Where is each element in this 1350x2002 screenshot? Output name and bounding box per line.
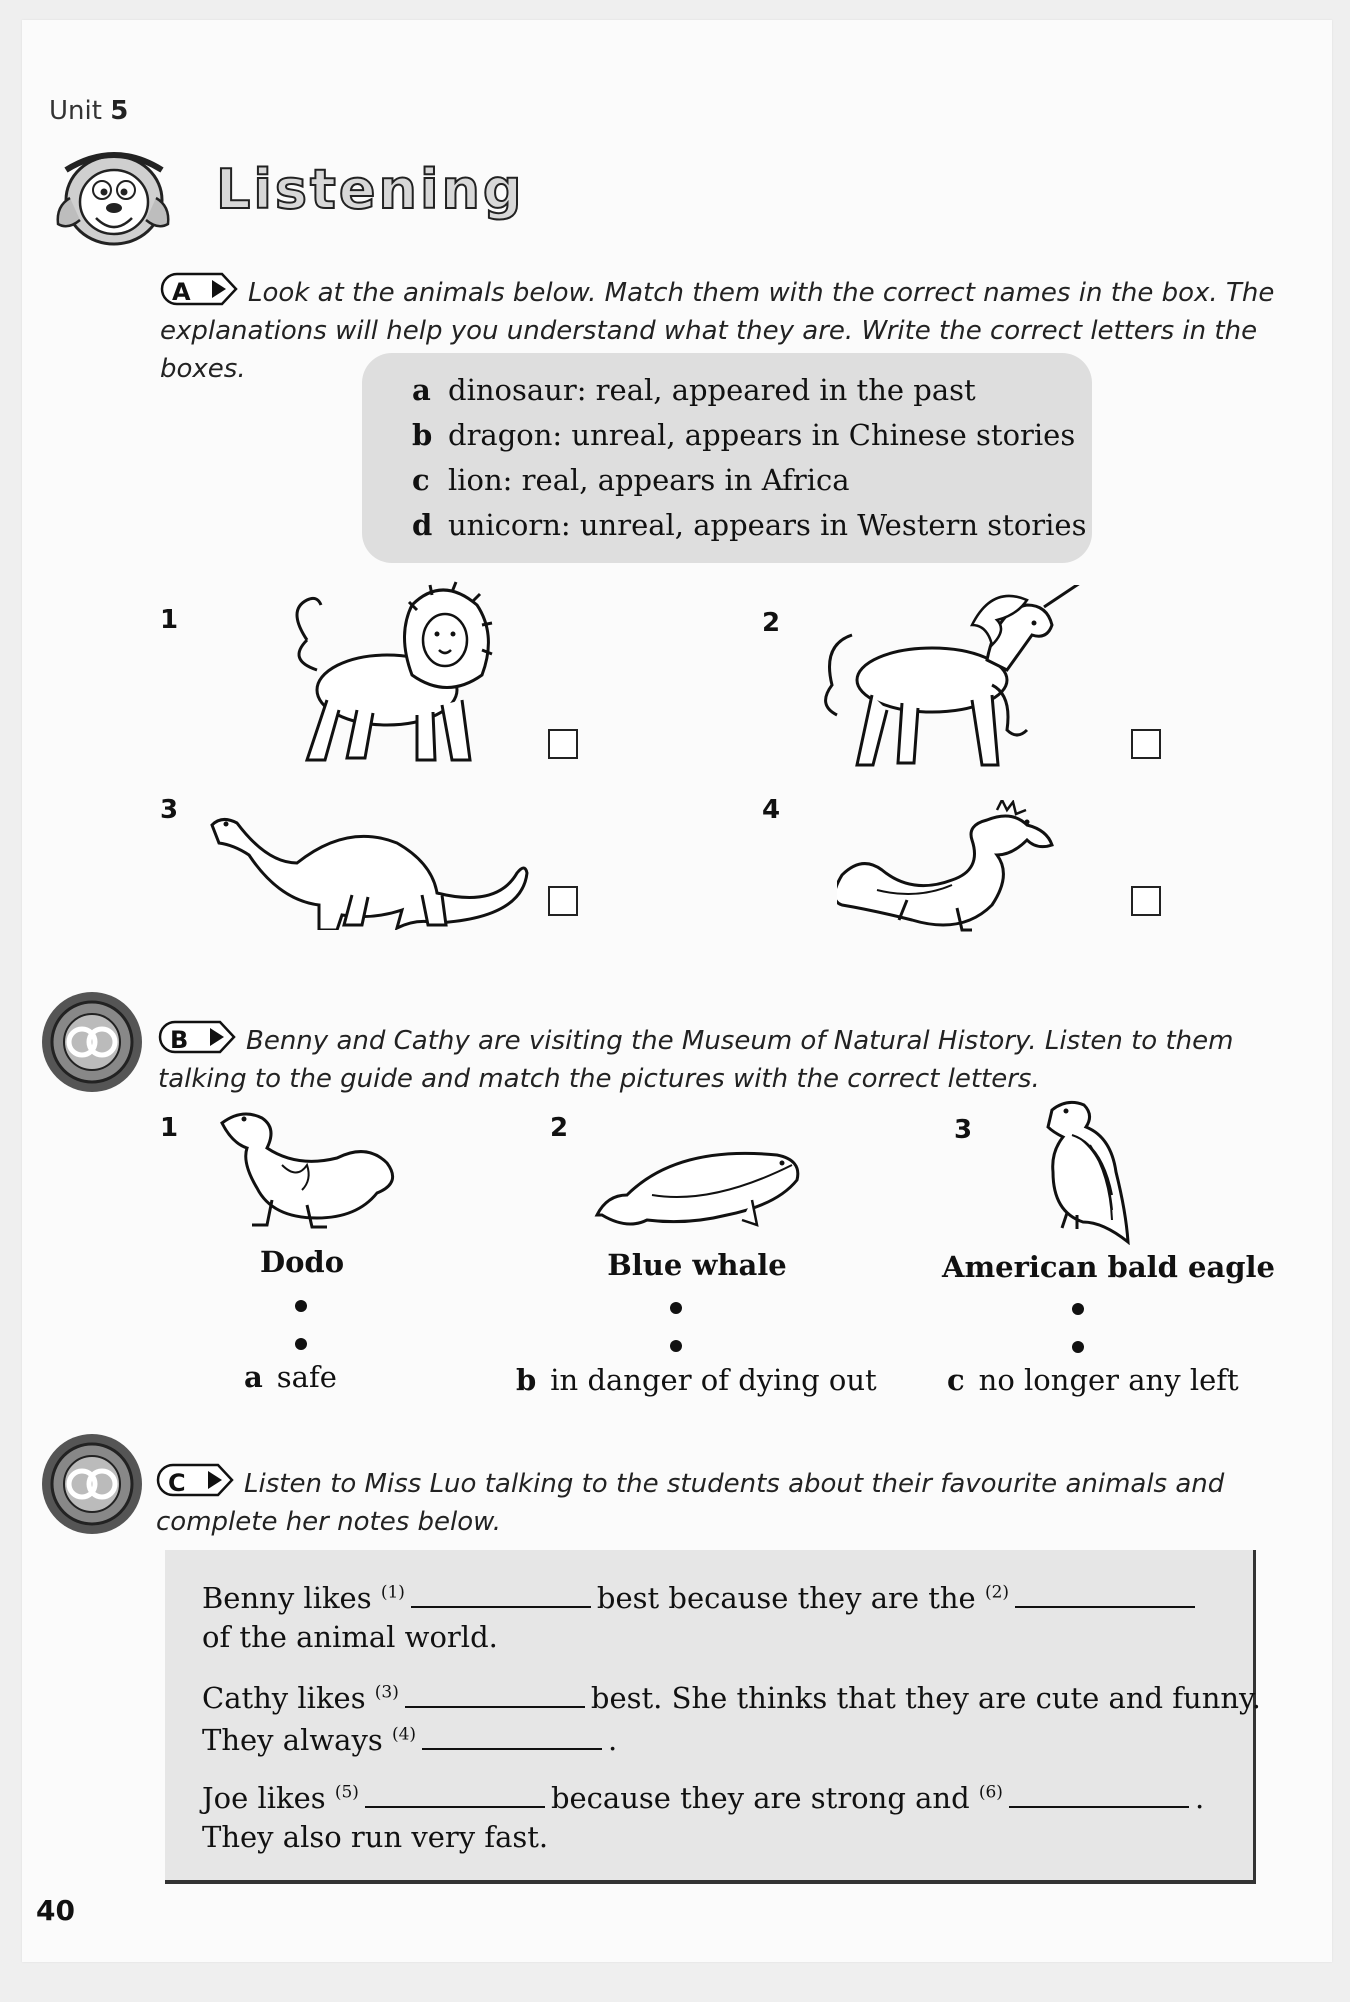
match-dot[interactable] (670, 1340, 682, 1352)
name-option: b dragon: unreal, appears in Chinese stories (412, 418, 1076, 452)
animal-name-blue-whale: Blue whale (607, 1248, 787, 1282)
notes-line: Joe likes $^{(5)}$ because they are strong and $^{(6)}$ . (202, 1778, 1204, 1815)
blank-4[interactable] (422, 1720, 602, 1750)
answer-box-1[interactable] (548, 729, 578, 759)
name-options-box (362, 353, 1092, 563)
whale-icon (592, 1135, 812, 1235)
lion-icon (267, 580, 507, 770)
match-dot[interactable] (1072, 1341, 1084, 1353)
blank-3[interactable] (405, 1678, 585, 1708)
section-c-instruction: C Listen to Miss Luo talking to the students about their favourite animals and complete her notes below. (156, 1463, 1306, 1541)
picture-number: 4 (762, 795, 781, 825)
answer-box-2[interactable] (1131, 729, 1161, 759)
notes-line: They always $^{(4)}$ . (202, 1720, 617, 1757)
listening-mascot-icon (52, 140, 182, 250)
answer-box-3[interactable] (548, 886, 578, 916)
notes-line: Benny likes $^{(1)}$ best because they are the $^{(2)}$ (202, 1578, 1201, 1615)
notes-box (165, 1550, 1261, 1884)
dragon-icon (837, 800, 1077, 940)
status-b: b in danger of dying out (516, 1363, 877, 1397)
picture-number: 2 (762, 608, 781, 638)
eagle-icon (1032, 1095, 1142, 1245)
workbook-page (22, 20, 1332, 1962)
track-badge-b: B (158, 1020, 236, 1054)
picture-number: 1 (160, 605, 179, 635)
name-option: d unicorn: unreal, appears in Western stories (412, 508, 1087, 542)
picture-number: 3 (160, 795, 179, 825)
unit-label: Unit 5 (49, 96, 129, 126)
notes-line: Cathy likes $^{(3)}$ best. She thinks that they are cute and funny. (202, 1678, 1261, 1715)
track-badge-c: C (156, 1463, 234, 1497)
section-a-instruction: A Look at the animals below. Match them with the correct names in the box. The explanations will help you understand what they are. Write the correct letters in the boxes. (160, 272, 1310, 388)
status-c: c no longer any left (947, 1363, 1239, 1397)
page-title: Listening (216, 158, 525, 221)
status-a: a safe (244, 1360, 337, 1394)
match-dot[interactable] (295, 1300, 307, 1312)
blank-2[interactable] (1015, 1578, 1195, 1608)
picture-number: 2 (550, 1113, 569, 1143)
animal-name-dodo: Dodo (259, 1245, 345, 1279)
match-dot[interactable] (1072, 1303, 1084, 1315)
picture-number: 1 (160, 1113, 179, 1143)
notes-line: They also run very fast. (202, 1820, 549, 1854)
cd-icon (40, 990, 144, 1098)
dodo-icon (212, 1105, 412, 1235)
answer-box-4[interactable] (1131, 886, 1161, 916)
picture-number: 3 (954, 1115, 973, 1145)
name-option: a dinosaur: real, appeared in the past (412, 373, 976, 407)
name-option: c lion: real, appears in Africa (412, 463, 850, 497)
blank-1[interactable] (411, 1578, 591, 1608)
match-dot[interactable] (670, 1302, 682, 1314)
page-number: 40 (36, 1894, 75, 1927)
notes-line: of the animal world. (202, 1620, 498, 1654)
dinosaur-icon (202, 810, 532, 930)
cd-icon (40, 1432, 144, 1540)
animal-name-bald-eagle: American bald eagle (942, 1250, 1276, 1284)
match-dot[interactable] (295, 1338, 307, 1350)
section-b-instruction: B Benny and Cathy are visiting the Museum of Natural History. Listen to them talking to the guide and match the pictures with the correct letters. (158, 1020, 1308, 1098)
blank-5[interactable] (365, 1778, 545, 1808)
track-badge-a: A (160, 272, 238, 306)
unicorn-icon (812, 585, 1092, 775)
blank-6[interactable] (1009, 1778, 1189, 1808)
